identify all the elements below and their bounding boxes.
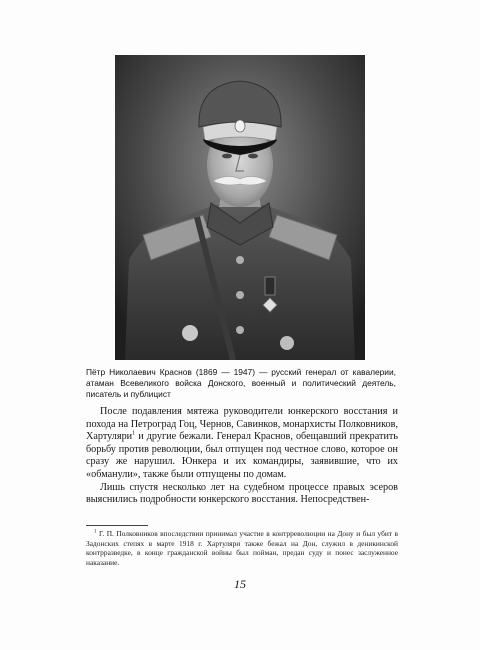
footnote-text: Г. П. Полковников впоследствии принимал участие в контрреволюции на Дону и был убит в Задонских степях в марте 1918 г. Хартуляри также бежал на Дон, служил в деникинской контрразведке, в конце гражданской войны был пойман, предан суду и понес заслуженное наказание. [86,529,398,567]
portrait-illustration [115,55,365,360]
paragraph-1 [86,406,398,482]
main-text [86,406,398,507]
footnote-reference: 1 [132,430,136,437]
footnote-divider [86,525,148,526]
footnote-paragraph [86,529,398,567]
portrait-photo [115,55,365,360]
paragraph-1-part-2: и другие бежали. Генерал Краснов, обещавший прекратить борьбу против революции, был отпущен под честное слово, которое он сразу же нарушил. Юнкера и их командиры, заявившие, что их «обманули», также были отпущены по домам. [86,431,398,480]
paragraph-2: Лишь спустя несколько лет на судебном процессе правых эсеров выяснились подробности юнкерского восстания. Непосредствен- [86,481,398,506]
page-number: 15 [234,577,246,591]
footnote-mark: 1 [94,529,97,535]
paragraph-1-part-1: После подавления мятежа руководители юнкерского восстания и похода на Петроград Гоц, Чернов, Савинков, монархисты Полковников, Хартуляри [86,406,398,443]
photo-caption: Пётр Николаевич Краснов (1869 — 1947) — русский генерал от кавалерии, атаман Всевеликого войска Донского, военный и политический деятель, писатель и публицист [86,367,396,399]
footnote [86,529,398,567]
